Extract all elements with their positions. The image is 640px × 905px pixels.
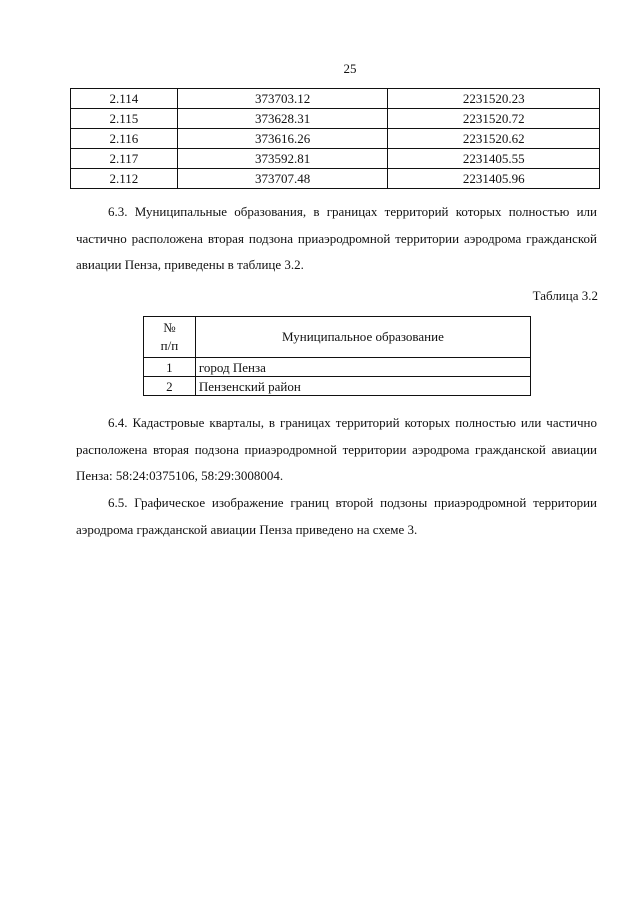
municipalities-table [143,316,531,396]
table-row [71,89,600,109]
municipality-name-cell: Пензенский район [195,377,530,396]
row-number-cell: 2 [144,377,196,396]
header-number-symbol: № [163,320,176,335]
point-number-cell: 2.117 [71,149,178,169]
point-number-cell: 2.116 [71,129,178,149]
coordinates-table [70,88,600,189]
y-coordinate-cell: 2231520.23 [388,89,600,109]
header-number-cell [144,317,196,358]
paragraph-6-5: 6.5. Графическое изображение границ второй подзоны приаэродромной территории аэродрома гражданской авиации Пенза приведено на схеме 3. [76,495,597,537]
y-coordinate-cell: 2231405.96 [388,169,600,189]
x-coordinate-cell: 373616.26 [177,129,388,149]
row-number-cell: 1 [144,358,196,377]
y-coordinate-cell: 2231520.72 [388,109,600,129]
header-number-abbr: п/п [160,338,179,353]
x-coordinate-cell: 373707.48 [177,169,388,189]
paragraph-6-3: 6.3. Муниципальные образования, в границах территорий которых полностью или частично расположена вторая подзона приаэродромной территории аэродрома гражданской авиации Пенза, приведены в таблице 3.2. [76,204,597,272]
page-number: 25 [343,61,357,76]
point-number-cell: 2.115 [71,109,178,129]
x-coordinate-cell: 373703.12 [177,89,388,109]
municipality-name-cell: город Пенза [195,358,530,377]
point-number-cell: 2.114 [71,89,178,109]
table-header-row [144,317,531,358]
y-coordinate-cell: 2231405.55 [388,149,600,169]
table-caption: Таблица 3.2 [532,288,598,303]
point-number-cell: 2.112 [71,169,178,189]
table-row [71,149,600,169]
table-row [144,358,531,377]
table-row [71,129,600,149]
y-coordinate-cell: 2231520.62 [388,129,600,149]
x-coordinate-cell: 373592.81 [177,149,388,169]
table-row [144,377,531,396]
header-municipality-cell: Муниципальное образование [195,317,530,358]
table-row [71,169,600,189]
table-row [71,109,600,129]
x-coordinate-cell: 373628.31 [177,109,388,129]
paragraph-6-4: 6.4. Кадастровые кварталы, в границах территорий которых полностью или частично расположена вторая подзона приаэродромной территории аэродрома гражданской авиации Пенза: 58:24:0375106, 58:29:3008004. [76,415,597,483]
